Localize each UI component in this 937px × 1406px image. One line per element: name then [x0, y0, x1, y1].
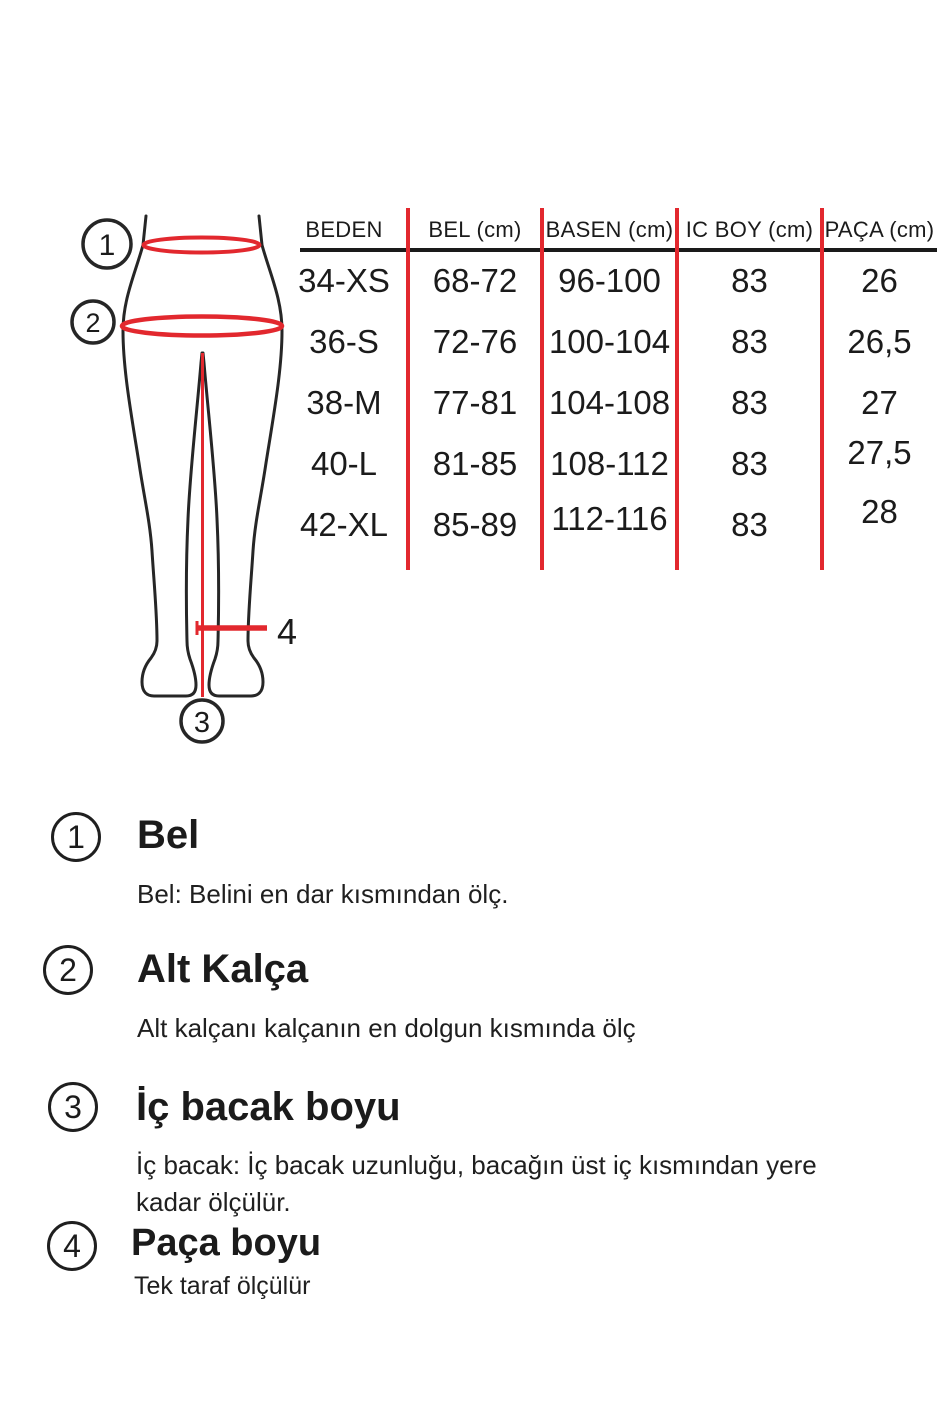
legend-marker-4 [47, 1221, 97, 1271]
table-cell: 96-100 [558, 261, 661, 299]
figure-marker-4-label: 4 [276, 611, 298, 652]
legend-description-ic-bacak-boyu [136, 1147, 926, 1221]
legend-title-paca-boyu: Paça boyu [131, 1222, 322, 1264]
table-cell: 83 [731, 505, 768, 543]
column-header-beden: BEDEN [305, 216, 383, 242]
legend-marker-2-number: 2 [59, 951, 77, 988]
table-cell: 72-76 [432, 322, 518, 360]
legend-description-line-1: İç bacak: İç bacak uzunluğu, bacağın üst iç kısmından yere [136, 1150, 817, 1180]
size-cell: 36-S [309, 322, 379, 360]
figure-marker-1-label: 1 [98, 229, 116, 262]
column-header-basen: BASEN (cm) [545, 216, 674, 242]
legend-description-line-2: kadar ölçülür. [136, 1187, 291, 1217]
table-cell: 108-112 [550, 444, 669, 482]
table-column-divider [540, 208, 544, 570]
table-cell: 77-81 [432, 383, 518, 421]
legend-title-ic-bacak-boyu: İç bacak boyu [136, 1085, 401, 1129]
table-cell: 27 [861, 383, 898, 421]
size-table [300, 203, 937, 583]
size-cell: 38-M [306, 383, 382, 421]
legend-marker-1-number: 1 [67, 818, 85, 855]
legend-title-alt-kalca: Alt Kalça [137, 947, 309, 991]
table-cell: 81-85 [432, 444, 518, 482]
table-cell: 100-104 [548, 322, 671, 360]
legend-description-bel: Bel: Belini en dar kısmından ölç. [137, 879, 509, 909]
table-cell: 83 [731, 383, 768, 421]
figure-marker-2 [72, 301, 114, 343]
figure-marker-1 [83, 220, 131, 268]
table-cell: 27,5 [847, 433, 912, 471]
table-cell: 83 [731, 444, 768, 482]
table-column-divider [820, 208, 824, 570]
table-cell: 26,5 [847, 322, 912, 360]
table-cell: 26 [861, 261, 898, 299]
column-header-ic-boy: IC BOY (cm) [685, 216, 814, 242]
size-cell: 42-XL [299, 505, 389, 543]
table-cell: 85-89 [432, 505, 518, 543]
table-cell: 28 [861, 492, 898, 530]
leg-outline-left [123, 216, 202, 696]
leg-outline-right [203, 216, 282, 696]
table-cell: 83 [731, 261, 768, 299]
size-cell: 40-L [310, 444, 378, 482]
figure-marker-2-label: 2 [85, 308, 101, 338]
table-cell: 68-72 [432, 261, 518, 299]
size-cell: 34-XS [298, 261, 390, 299]
waist-measure-line [144, 238, 260, 253]
column-header-paca: PAÇA (cm) [824, 216, 935, 242]
table-column-divider [675, 208, 679, 570]
legend-marker-2 [43, 945, 93, 995]
figure-marker-3-label: 3 [193, 707, 211, 739]
size-table-grid [300, 203, 937, 555]
legend-marker-4-number: 4 [63, 1227, 81, 1264]
legend-description-paca-boyu: Tek taraf ölçülür [134, 1272, 311, 1300]
table-cell: 112-116 [551, 499, 668, 537]
figure-marker-3 [181, 700, 223, 742]
legend-description-alt-kalca: Alt kalçanı kalçanın en dolgun kısmında ölç [137, 1013, 636, 1043]
table-cell: 104-108 [548, 383, 671, 421]
legend-marker-1 [51, 812, 101, 862]
legend-marker-3 [48, 1082, 98, 1132]
column-header-bel: BEL (cm) [428, 216, 522, 242]
legend-marker-3-number: 3 [64, 1088, 82, 1125]
table-cell: 83 [731, 322, 768, 360]
legend-title-bel: Bel [137, 813, 200, 857]
hip-measure-line [122, 317, 282, 336]
table-column-divider [406, 208, 410, 570]
table-header-rule [300, 248, 937, 252]
